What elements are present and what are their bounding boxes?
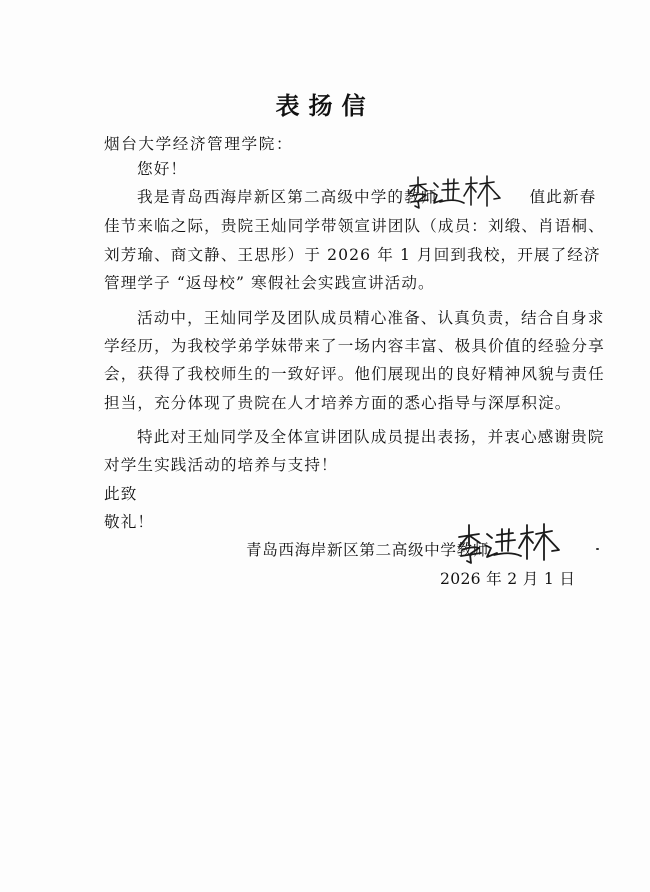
paragraph1-line1-text-a: 我是青岛西海岸新区第二高级中学的教师: [137, 188, 438, 206]
handwritten-signature-inline: [404, 172, 504, 212]
greeting: 您好！: [137, 160, 188, 178]
signoff-date: 2026 年 2 月 1 日: [440, 570, 576, 588]
handwritten-signature-signoff: [455, 520, 565, 568]
paragraph2-line4: 担当，充分体现了贵院在人才培养方面的悉心指导与深厚积淀。: [104, 394, 572, 412]
paragraph2-line1: 活动中，王灿同学及团队成员精心准备、认真负责，结合自身求: [137, 309, 605, 327]
paragraph2-line2: 学经历，为我校学弟学妹带来了一场内容丰富、极具价值的经验分享: [104, 337, 605, 355]
paragraph2-line3: 会，获得了我校师生的一致好评。他们展现出的良好精神风貌与责任: [104, 365, 605, 383]
closing-jingli: 敬礼！: [104, 513, 155, 531]
signoff-organization-text: 青岛西海岸新区第二高级中学教师: [246, 541, 489, 559]
salutation: 烟台大学经济管理学院：: [104, 135, 294, 153]
paragraph1-line3: 刘芳瑜、商文静、王思彤）于 2026 年 1 月回到我校，开展了经济: [104, 246, 601, 264]
paragraph3-line2: 对学生实践活动的培养与支持！: [104, 456, 338, 474]
paragraph1-line1: [137, 187, 596, 207]
paragraph3-line1: 特此对王灿同学及全体宣讲团队成员提出表扬，并衷心感谢贵院: [137, 428, 605, 446]
paragraph1-line1-text-b: 值此新春: [529, 188, 597, 206]
closing-cizhi: 此致: [104, 485, 138, 503]
paragraph1-line4: 管理学子 “返母校” 寒假社会实践宣讲活动。: [104, 274, 435, 292]
letter-title: 表扬信: [275, 91, 375, 120]
paragraph1-line2: 佳节来临之际，贵院王灿同学带领宣讲团队（成员：刘缎、肖语桐、: [104, 217, 605, 235]
stray-ink-mark: [596, 548, 599, 550]
